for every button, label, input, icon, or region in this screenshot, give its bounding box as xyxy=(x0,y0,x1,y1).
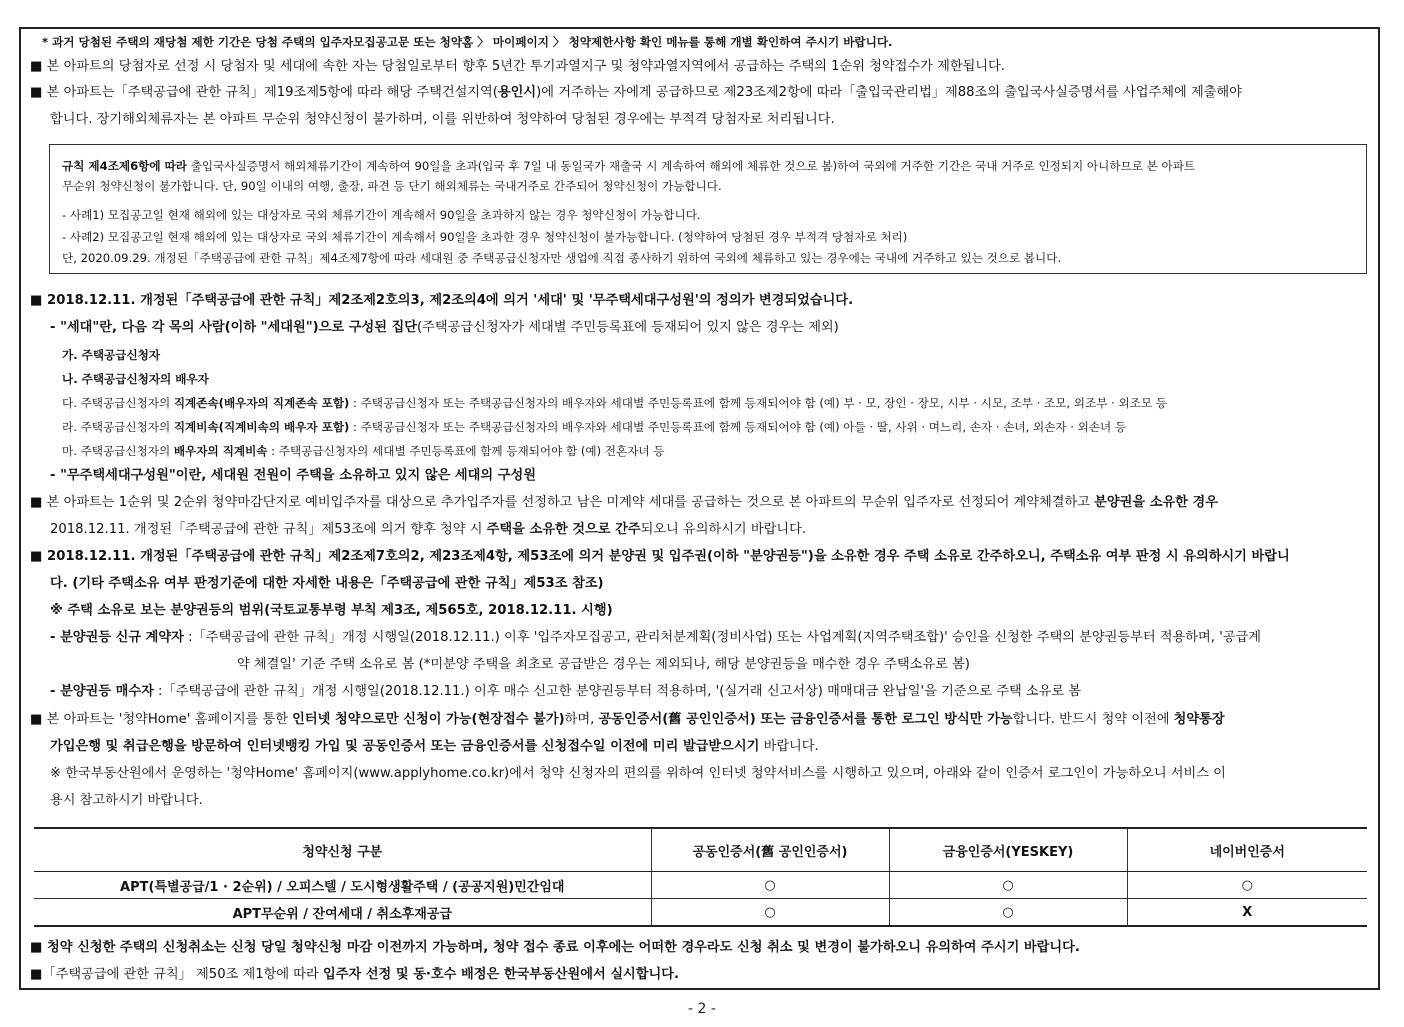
cell-available: ○ xyxy=(889,899,1127,927)
presale-rights-scope: ※ 주택 소유로 보는 분양권등의 범위(국토교통부령 부칙 제3조, 제565호, 2018.12.11. 시행) xyxy=(50,603,613,618)
cell-unavailable: X xyxy=(1127,899,1367,927)
header-financial-certificate: 금융인증서(YESKEY) xyxy=(889,828,1127,872)
para-residence-requirement-cont: 합니다. 장기해외체류자는 본 아파트 무순위 청약신청이 불가하며, 이를 위반하여 청약하여 당첨된 경우에는 부적격 당첨자로 처리됩니다. xyxy=(50,112,835,127)
para-internet-application: ■ 본 아파트는 '청약Home' 홈페이지를 통한 인터넷 청약으로만 신청이 가능(현장접수 불가)하며, 공동인증서(舊 공인인증서) 또는 금융인증서를 통한 로그인 방식만 가능합니다. 반드시 청약 이전에 청약통장 xyxy=(30,712,1225,727)
item-da: 다. 주택공급신청자의 직계존속(배우자의 직계존속 포함) : 주택공급신청자 또는 주택공급신청자의 배우자와 세대별 주민등록표에 함께 등재되어야 함 (예) 부 · 모, 장인 · 장모, 시부 · 시모, 조부 · 조모, 외조부 · 외조모 등 xyxy=(62,396,1167,410)
header-application-type: 청약신청 구분 xyxy=(34,828,651,872)
box-line-2: 무순위 청약신청이 불가합니다. 단, 90일 이내의 여행, 출장, 파견 등 단기 해외체류는 국내거주로 간주되어 청약신청이 가능합니다. xyxy=(62,179,722,193)
presale-new-contractor-cont: 약 체결일' 기준 주택 소유로 봄 (*미분양 주택을 최초로 공급받은 경우는 제외되나, 해당 분양권등을 매수한 경우 주택소유로 봄) xyxy=(237,657,970,672)
homeless-member-definition: - "무주택세대구성원"이란, 세대원 전원이 주택을 소유하고 있지 않은 세대의 구성원 xyxy=(50,468,536,483)
para-residence-requirement: ■ 본 아파트는「주택공급에 관한 규칙」제19조제5항에 따라 해당 주택건설지역(용인시)에 거주하는 자에게 공급하므로 제23조제2항에 따라「출입국관리법」제88조의 출입국사실증명서를 사업주체에 제출해야 xyxy=(30,85,1242,100)
header-joint-certificate: 공동인증서(舊 공인인증서) xyxy=(651,828,889,872)
certificate-table xyxy=(34,827,1367,927)
table-row xyxy=(34,899,1367,927)
note-applyhome: ※ 한국부동산원에서 운영하는 '청약Home' 홈페이지(www.applyhome.co.kr)에서 청약 신청자의 편의를 위하여 인터넷 청약서비스를 시행하고 있으며, 아래와 같이 인증서 로그인이 가능하오니 서비스 이 xyxy=(50,766,1226,781)
table-row xyxy=(34,872,1367,899)
box-line-5: 단, 2020.09.29. 개정된「주택공급에 관한 규칙」제4조제7항에 따라 세대원 중 주택공급신청자만 생업에 직접 종사하기 위하여 국외에 체류하고 있는 경우에는 국내에 거주하고 있는 것으로 봅니다. xyxy=(62,251,1062,265)
note-applyhome-cont: 용시 참고하시기 바랍니다. xyxy=(50,793,203,808)
para-selection-agency: ■「주택공급에 관한 규칙」 제50조 제1항에 따라 입주자 선정 및 동·호수 배정은 한국부동산원에서 실시합니다. xyxy=(30,967,680,982)
item-na: 나. 주택공급신청자의 배우자 xyxy=(62,372,209,386)
box-case-1: - 사례1) 모집공고일 현재 해외에 있는 대상자로 국외 체류기간이 계속해서 90일을 초과하지 않는 경우 청약신청이 가능합니다. xyxy=(62,208,701,222)
page-number: - 2 - xyxy=(688,1001,716,1017)
item-ra: 라. 주택공급신청자의 직계비속(직계비속의 배우자 포함) : 주택공급신청자 또는 주택공급신청자의 배우자와 세대별 주민등록표에 함께 등재되어야 함 (예) 아들 · 딸, 사위 · 며느리, 손자 · 손녀, 외손자 · 외손녀 등 xyxy=(62,420,1127,434)
item-ma: 마. 주택공급신청자의 배우자의 직계비속 : 주택공급신청자의 세대별 주민등록표에 함께 등재되어야 함 (예) 전혼자녀 등 xyxy=(62,444,665,458)
presale-new-contractor: - 분양권등 신규 계약자 :「주택공급에 관한 규칙」개정 시행일(2018.12.11.) 이후 '입주자모집공고, 관리처분계획(정비사업) 또는 사업계획(지역주택조합)' 승인을 신청한 주택의 분양권등부터 적용하며, '공급계 xyxy=(50,630,1261,645)
row-label: APT무순위 / 잔여세대 / 취소후재공급 xyxy=(34,899,651,927)
para-first-rank-restriction: ■ 본 아파트의 당첨자로 선정 시 당첨자 및 세대에 속한 자는 당첨일로부터 향후 5년간 투기과열지구 및 청약과열지역에서 공급하는 주택의 1순위 청약접수가 제한됩니다. xyxy=(30,59,1005,74)
row-label: APT(특별공급/1 · 2순위) / 오피스텔 / 도시형생활주택 / (공공지원)민간임대 xyxy=(34,872,651,899)
header-naver-certificate: 네이버인증서 xyxy=(1127,828,1367,872)
cell-available: ○ xyxy=(651,899,889,927)
cell-available: ○ xyxy=(1127,872,1367,899)
box-case-2: - 사례2) 모집공고일 현재 해외에 있는 대상자로 국외 체류기간이 계속해서 90일을 초과한 경우 청약신청이 불가능합니다. (청약하여 당첨된 경우 부적격 당첨자로 처리) xyxy=(62,230,908,244)
item-ga: 가. 주택공급신청자 xyxy=(62,348,161,362)
section-presale-rights-cont: 다. (기타 주택소유 여부 판정기준에 대한 자세한 내용은「주택공급에 관한 규칙」제53조 참조) xyxy=(50,576,604,591)
table-header-row xyxy=(34,828,1367,872)
para-unsold-supply-cont: 2018.12.11. 개정된「주택공급에 관한 규칙」제53조에 의거 향후 청약 시 주택을 소유한 것으로 간주되오니 유의하시기 바랍니다. xyxy=(50,522,807,537)
para-cancellation: ■ 청약 신청한 주택의 신청취소는 신청 당일 청약신청 마감 이전까지 가능하며, 청약 접수 종료 이후에는 어떠한 경우라도 신청 취소 및 변경이 불가하오니 유의하여 주시기 바랍니다. xyxy=(30,940,1080,955)
presale-buyer: - 분양권등 매수자 :「주택공급에 관한 규칙」개정 시행일(2018.12.11.) 이후 매수 신고한 분양권등부터 적용하며, '(실거래 신고서상) 매매대금 완납일'을 기준으로 주택 소유로 봄 xyxy=(50,684,1082,699)
para-unsold-supply: ■ 본 아파트는 1순위 및 2순위 청약마감단지로 예비입주자를 대상으로 추가입주자를 선정하고 남은 미계약 세대를 공급하는 것으로 본 아파트의 무순위 입주자로 선정되어 계약체결하고 분양권을 소유한 경우 xyxy=(30,495,1218,510)
note-reapply-restriction: * 과거 당첨된 주택의 재당첨 제한 기간은 당첨 주택의 입주자모집공고문 또는 청약홈 〉 마이페이지 〉 청약제한사항 확인 메뉴를 통해 개별 확인하여 주시기 바랍니다. xyxy=(42,35,893,49)
cell-available: ○ xyxy=(889,872,1127,899)
cell-available: ○ xyxy=(651,872,889,899)
section-presale-rights: ■ 2018.12.11. 개정된「주택공급에 관한 규칙」제2조제7호의2, 제23조제4항, 제53조에 의거 분양권 및 입주권(이하 "분양권등")을 소유한 경우 주택 소유로 간주하오니, 주택소유 여부 판정 시 유의하시기 바랍니 xyxy=(30,549,1290,564)
box-line-1: 규칙 제4조제6항에 따라 출입국사실증명서 해외체류기간이 계속하여 90일을 초과(입국 후 7일 내 동일국가 재출국 시 계속하여 해외에 체류한 것으로 봄)하여 국외에 거주한 기간은 국내 거주로 인정되지 아니하므로 본 아파트 xyxy=(62,159,1196,173)
household-definition: - "세대"란, 다음 각 목의 사람(이하 "세대원")으로 구성된 집단(주택공급신청자가 세대별 주민등록표에 등재되어 있지 않은 경우는 제외) xyxy=(50,320,839,335)
para-internet-application-cont: 가입은행 및 취급은행을 방문하여 인터넷뱅킹 가입 및 공동인증서 또는 금융인증서를 신청접수일 이전에 미리 발급받으시기 바랍니다. xyxy=(50,739,819,754)
section-household-definition: ■ 2018.12.11. 개정된「주택공급에 관한 규칙」제2조제2호의3, 제2조의4에 의거 '세대' 및 '무주택세대구성원'의 정의가 변경되었습니다. xyxy=(30,293,854,308)
